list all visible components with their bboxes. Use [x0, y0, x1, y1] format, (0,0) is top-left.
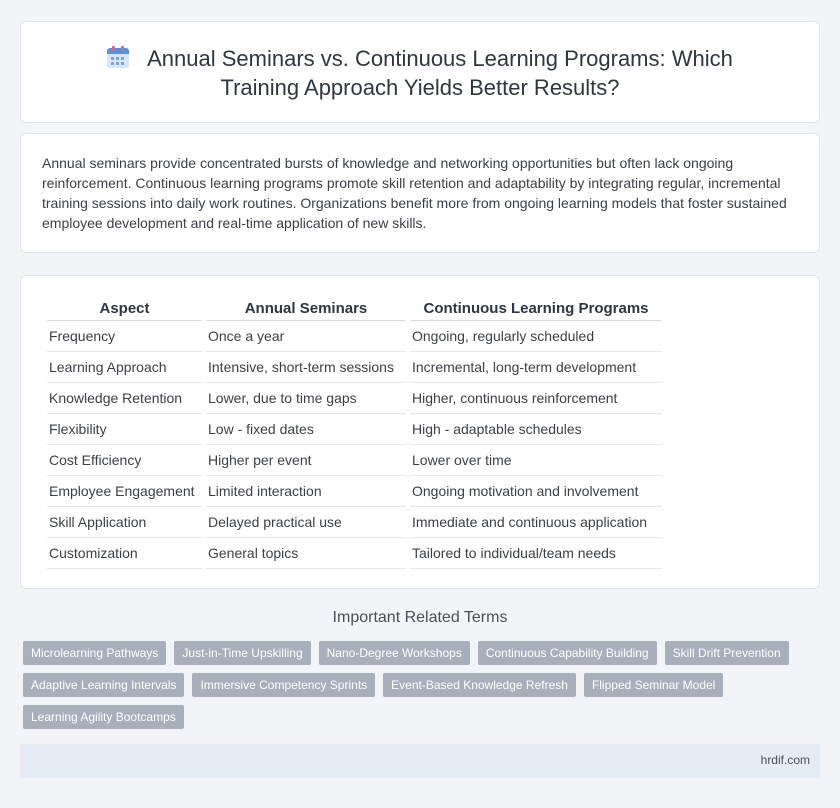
cell-annual-seminars: Limited interaction: [206, 476, 406, 507]
cell-aspect: Frequency: [47, 321, 202, 352]
footer-site-link[interactable]: hrdif.com: [760, 753, 810, 767]
table-row: [47, 321, 662, 352]
related-terms-tags: [23, 641, 813, 729]
related-term-tag[interactable]: Just-in-Time Upskilling: [174, 641, 310, 665]
related-term-tag[interactable]: Continuous Capability Building: [478, 641, 657, 665]
comparison-table: [43, 295, 666, 569]
table-row: [47, 383, 662, 414]
cell-aspect: Cost Efficiency: [47, 445, 202, 476]
related-term-tag[interactable]: Flipped Seminar Model: [584, 673, 723, 697]
cell-aspect: Flexibility: [47, 414, 202, 445]
table-row: [47, 445, 662, 476]
intro-paragraph: Annual seminars provide concentrated bursts of knowledge and networking opportunities but often lack ongoing reinforcement. Continuous learning programs promote skill retention and adaptability by integrating regular, incremental training sessions into daily work routines. Organizations benefit more from ongoing learning models that foster sustained employee development and real-time application of new skills.: [42, 155, 787, 231]
cell-continuous-learning: Higher, continuous reinforcement: [410, 383, 662, 414]
page-title-wrap: [21, 44, 819, 102]
related-terms-title: Important Related Terms: [332, 609, 508, 626]
column-header-aspect: Aspect: [47, 295, 202, 321]
cell-aspect: Learning Approach: [47, 352, 202, 383]
column-header-continuous-learning: Continuous Learning Programs: [410, 295, 662, 321]
table-header-row: [47, 295, 662, 321]
related-term-tag[interactable]: Microlearning Pathways: [23, 641, 166, 665]
cell-continuous-learning: Lower over time: [410, 445, 662, 476]
related-term-tag[interactable]: Adaptive Learning Intervals: [23, 673, 184, 697]
cell-continuous-learning: Incremental, long-term development: [410, 352, 662, 383]
title-card: [20, 21, 820, 123]
cell-continuous-learning: Immediate and continuous application: [410, 507, 662, 538]
related-term-tag[interactable]: Skill Drift Prevention: [665, 641, 789, 665]
related-term-tag[interactable]: Immersive Competency Sprints: [192, 673, 375, 697]
cell-aspect: Knowledge Retention: [47, 383, 202, 414]
table-row: [47, 507, 662, 538]
calendar-icon: [107, 46, 129, 68]
table-row: [47, 538, 662, 569]
table-body: [47, 321, 662, 569]
cell-continuous-learning: High - adaptable schedules: [410, 414, 662, 445]
cell-continuous-learning: Tailored to individual/team needs: [410, 538, 662, 569]
related-term-tag[interactable]: Nano-Degree Workshops: [319, 641, 470, 665]
footer: [20, 744, 820, 778]
cell-continuous-learning: Ongoing motivation and involvement: [410, 476, 662, 507]
cell-aspect: Employee Engagement: [47, 476, 202, 507]
cell-annual-seminars: Low - fixed dates: [206, 414, 406, 445]
cell-aspect: Customization: [47, 538, 202, 569]
cell-annual-seminars: General topics: [206, 538, 406, 569]
cell-aspect: Skill Application: [47, 507, 202, 538]
table-row: [47, 476, 662, 507]
related-term-tag[interactable]: Learning Agility Bootcamps: [23, 705, 184, 729]
intro-card: [20, 133, 820, 253]
column-header-annual-seminars: Annual Seminars: [206, 295, 406, 321]
cell-annual-seminars: Intensive, short-term sessions: [206, 352, 406, 383]
page-title: Annual Seminars vs. Continuous Learning Programs: Which Training Approach Yields Better Results?: [147, 46, 733, 100]
comparison-table-card: [20, 275, 820, 589]
cell-continuous-learning: Ongoing, regularly scheduled: [410, 321, 662, 352]
cell-annual-seminars: Once a year: [206, 321, 406, 352]
table-row: [47, 352, 662, 383]
cell-annual-seminars: Delayed practical use: [206, 507, 406, 538]
table-row: [47, 414, 662, 445]
cell-annual-seminars: Higher per event: [206, 445, 406, 476]
cell-annual-seminars: Lower, due to time gaps: [206, 383, 406, 414]
related-term-tag[interactable]: Event-Based Knowledge Refresh: [383, 673, 576, 697]
